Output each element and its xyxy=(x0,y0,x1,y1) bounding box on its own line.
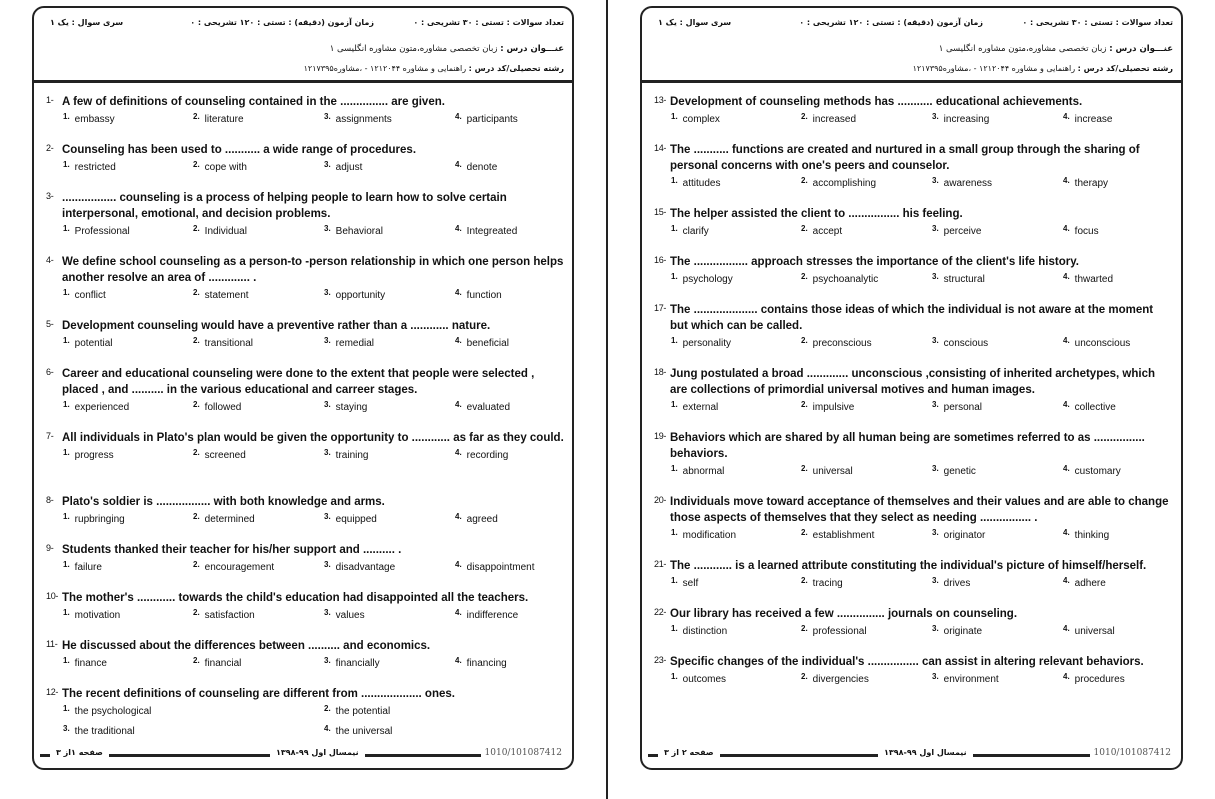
option-2[interactable]: $^{2.}$ the potential xyxy=(324,704,391,717)
question-number: 10- xyxy=(46,591,59,601)
option-2[interactable]: $^{2.}$ literature xyxy=(193,112,244,125)
question-text: Specific changes of the individual's ................ can assist in altering relevant behaviors. xyxy=(670,656,1144,668)
option-3[interactable]: $^{3.}$ adjust xyxy=(324,160,363,173)
option-4[interactable]: $^{4.}$ Integreated xyxy=(455,224,518,237)
option-3[interactable]: $^{3.}$ equipped xyxy=(324,512,377,525)
option-2[interactable]: $^{2.}$ divergencies xyxy=(801,672,869,685)
option-4[interactable]: $^{4.}$ procedures xyxy=(1063,672,1125,685)
question-number: 11- xyxy=(46,639,58,649)
question-text: Jung postulated a broad ............. unconscious ,consisting of inherited archetypes, which are collections of primordial universal motives and human images. xyxy=(670,368,1155,396)
question-number: 5- xyxy=(46,319,54,329)
question-options xyxy=(654,626,1173,642)
question-item xyxy=(654,206,1173,242)
option-2[interactable]: $^{2.}$ followed xyxy=(193,400,242,413)
option-3[interactable]: $^{3.}$ structural xyxy=(932,272,985,285)
question-options xyxy=(654,674,1173,690)
question-number: 4- xyxy=(46,255,54,265)
option-4[interactable]: $^{4.}$ disappointment xyxy=(455,560,535,573)
field-code-value: راهنمایی و مشاوره ۱۲۱۲۰۴۴ - ،مشاوره۱۲۱۷۳۹۵ xyxy=(303,64,469,73)
question-options xyxy=(654,178,1173,194)
question-item xyxy=(654,366,1173,418)
field-code xyxy=(304,64,564,73)
question-number: 14- xyxy=(654,143,667,153)
question-text: The mother's ............ towards the child's education had disappointed all the teachers. xyxy=(62,592,529,604)
question-text: The .................... contains those ideas of which the individual is not aware at the moment but which can be called. xyxy=(670,304,1154,332)
option-1[interactable]: $^{1.}$ embassy xyxy=(63,112,115,125)
question-count: تعداد سوالات : تستی : ۳۰ تشریحی : ۰ xyxy=(413,18,564,27)
question-text: The ............ is a learned attribute constituting the individual's picture of himself/herself. xyxy=(670,560,1147,572)
question-number: 20- xyxy=(654,495,667,505)
question-text: Plato's soldier is ................. with both knowledge and arms. xyxy=(62,496,385,508)
page-footer xyxy=(40,748,566,762)
option-3[interactable]: $^{3.}$ Behavioral xyxy=(324,224,383,237)
page-frame xyxy=(32,6,574,770)
option-3[interactable]: $^{3.}$ remedial xyxy=(324,336,375,349)
option-3[interactable]: $^{3.}$ financially xyxy=(324,656,380,669)
question-number: 22- xyxy=(654,607,667,617)
question-text: Counseling has been used to ........... a wide range of procedures. xyxy=(62,144,417,156)
option-1[interactable]: $^{1.}$ distinction xyxy=(671,624,728,637)
option-2[interactable]: $^{2.}$ professional xyxy=(801,624,867,637)
option-1[interactable]: $^{1.}$ self xyxy=(671,576,699,589)
page-number: صفحه ۱از ۳ xyxy=(50,748,109,757)
question-options xyxy=(46,514,564,530)
option-2[interactable]: $^{2.}$ establishment xyxy=(801,528,875,541)
option-4[interactable]: $^{4.}$ customary xyxy=(1063,464,1121,477)
question-options xyxy=(46,290,564,306)
option-1[interactable]: $^{1.}$ abnormal xyxy=(671,464,725,477)
option-2[interactable]: $^{2.}$ psychoanalytic xyxy=(801,272,879,285)
question-text: ................. counseling is a process of helping people to learn how to solve certain interpersonal, emotional, and decision problems. xyxy=(62,192,507,220)
question-options xyxy=(46,162,564,178)
option-4[interactable]: $^{4.}$ focus xyxy=(1063,224,1099,237)
course-title xyxy=(330,44,564,54)
exam-code: 1010/101087412 xyxy=(481,748,566,758)
question-text: Behaviors which are shared by all human being are sometimes referred to as ................ behaviors. xyxy=(670,432,1145,460)
course-title-label: عنـــوان درس : xyxy=(1109,44,1173,54)
option-1[interactable]: $^{1.}$ potential xyxy=(63,336,113,349)
question-item xyxy=(654,254,1173,290)
question-options xyxy=(46,402,564,418)
question-series: سری سوال : یک ۱ xyxy=(658,18,732,27)
question-options xyxy=(654,338,1173,354)
question-item xyxy=(654,302,1173,354)
exam-page-2 xyxy=(608,0,1215,799)
question-text: Development counseling would have a preventive rather than a ............ nature. xyxy=(62,320,491,332)
option-3[interactable]: $^{3.}$ conscious xyxy=(932,336,989,349)
question-item xyxy=(654,94,1173,130)
option-2[interactable]: $^{2.}$ screened xyxy=(193,448,246,461)
option-1[interactable]: $^{1.}$ conflict xyxy=(63,288,106,301)
option-3[interactable]: $^{3.}$ disadvantage xyxy=(324,560,396,573)
exam-time: زمان آزمون (دقیقه) : تستی : ۱۲۰ تشریحی : ۰ xyxy=(799,18,983,27)
course-title xyxy=(939,44,1173,54)
option-2[interactable]: $^{2.}$ encouragement xyxy=(193,560,275,573)
question-text: A few of definitions of counseling contained in the ............... are given. xyxy=(62,96,445,108)
question-item xyxy=(654,606,1173,642)
question-number: 13- xyxy=(654,95,667,105)
option-4[interactable]: $^{4.}$ financing xyxy=(455,656,507,669)
option-1[interactable]: $^{1.}$ motivation xyxy=(63,608,121,621)
option-1[interactable]: $^{1.}$ modification xyxy=(671,528,737,541)
question-text: We define school counseling as a person-to -person relationship in which one person helps another resolve an area of ............. . xyxy=(62,256,564,284)
option-4[interactable]: $^{4.}$ participants xyxy=(455,112,518,125)
question-number: 6- xyxy=(46,367,54,377)
option-2[interactable]: $^{2.}$ cope with xyxy=(193,160,247,173)
option-4[interactable]: $^{4.}$ collective xyxy=(1063,400,1116,413)
option-3[interactable]: $^{3.}$ awareness xyxy=(932,176,993,189)
question-item xyxy=(46,94,564,130)
question-options xyxy=(46,450,564,466)
question-options xyxy=(654,114,1173,130)
option-4[interactable]: $^{4.}$ agreed xyxy=(455,512,498,525)
header-rule xyxy=(642,80,1181,83)
option-4[interactable]: $^{4.}$ function xyxy=(455,288,502,301)
question-number: 12- xyxy=(46,687,59,697)
option-1[interactable]: $^{1.}$ rupbringing xyxy=(63,512,125,525)
option-3[interactable]: $^{3.}$ genetic xyxy=(932,464,976,477)
question-item xyxy=(46,686,564,742)
question-options xyxy=(654,578,1173,594)
exam-page-1 xyxy=(0,0,606,799)
option-4[interactable]: $^{4.}$ thinking xyxy=(1063,528,1110,541)
option-4[interactable]: $^{4.}$ adhere xyxy=(1063,576,1106,589)
field-code-label: رشته تحصیلی/کد درس : xyxy=(468,64,564,73)
option-4[interactable]: $^{4.}$ thwarted xyxy=(1063,272,1114,285)
page-footer xyxy=(648,748,1175,762)
question-item xyxy=(46,142,564,178)
question-number: 15- xyxy=(654,207,667,217)
option-2[interactable]: $^{2.}$ accomplishing xyxy=(801,176,877,189)
option-1[interactable]: $^{1.}$ personality xyxy=(671,336,732,349)
page-frame xyxy=(640,6,1183,770)
semester-label: نیمسال اول ۹۹-۱۳۹۸ xyxy=(270,748,365,757)
question-text: He discussed about the differences between .......... and economics. xyxy=(62,640,431,652)
option-2[interactable]: $^{2.}$ universal xyxy=(801,464,853,477)
question-text: Our library has received a few ............... journals on counseling. xyxy=(670,608,1018,620)
option-1[interactable]: $^{1.}$ finance xyxy=(63,656,107,669)
exam-time: زمان آزمون (دقیقه) : تستی : ۱۲۰ تشریحی : ۰ xyxy=(190,18,374,27)
question-item xyxy=(654,494,1173,546)
question-options xyxy=(654,466,1173,482)
question-item xyxy=(654,654,1173,690)
question-options xyxy=(46,706,564,722)
question-options xyxy=(46,114,564,130)
question-item xyxy=(654,430,1173,482)
option-1[interactable]: $^{1.}$ experienced xyxy=(63,400,130,413)
option-1[interactable]: $^{1.}$ restricted xyxy=(63,160,116,173)
question-item xyxy=(46,494,564,530)
question-text: The recent definitions of counseling are different from ................... ones. xyxy=(62,688,455,700)
option-2[interactable]: $^{2.}$ financial xyxy=(193,656,242,669)
course-title-value: زبان تخصصی مشاوره،متون مشاوره انگلیسی ۱ xyxy=(329,44,501,54)
option-2[interactable]: $^{2.}$ tracing xyxy=(801,576,843,589)
option-4[interactable]: $^{4.}$ recording xyxy=(455,448,509,461)
option-4[interactable]: $^{4.}$ evaluated xyxy=(455,400,511,413)
option-3[interactable]: $^{3.}$ training xyxy=(324,448,369,461)
exam-header xyxy=(34,8,572,80)
option-1[interactable]: $^{1.}$ attitudes xyxy=(671,176,721,189)
question-item xyxy=(654,142,1173,194)
question-number: 8- xyxy=(46,495,54,505)
option-1[interactable]: $^{1.}$ the psychological xyxy=(63,704,152,717)
question-number: 3- xyxy=(46,191,54,201)
question-options xyxy=(654,226,1173,242)
question-number: 16- xyxy=(654,255,667,265)
course-title-value: زبان تخصصی مشاوره،متون مشاوره انگلیسی ۱ xyxy=(938,44,1110,54)
question-series: سری سوال : یک ۱ xyxy=(50,18,124,27)
question-number: 17- xyxy=(654,303,667,313)
option-4[interactable]: $^{4.}$ therapy xyxy=(1063,176,1109,189)
field-code-label: رشته تحصیلی/کد درس : xyxy=(1077,64,1173,73)
question-number: 23- xyxy=(654,655,667,665)
question-number: 7- xyxy=(46,431,54,441)
field-code xyxy=(913,64,1173,73)
option-3[interactable]: $^{3.}$ drives xyxy=(932,576,971,589)
option-4[interactable]: $^{4.}$ unconscious xyxy=(1063,336,1131,349)
option-1[interactable]: $^{1.}$ Professional xyxy=(63,224,130,237)
option-2[interactable]: $^{2.}$ Individual xyxy=(193,224,247,237)
question-number: 9- xyxy=(46,543,54,553)
option-4[interactable]: $^{4.}$ indifference xyxy=(455,608,519,621)
question-options xyxy=(46,338,564,354)
question-item xyxy=(46,430,564,466)
question-options xyxy=(46,562,564,578)
option-3[interactable]: $^{3.}$ environment xyxy=(932,672,999,685)
question-options xyxy=(654,402,1173,418)
question-item xyxy=(654,558,1173,594)
option-2[interactable]: $^{2.}$ accept xyxy=(801,224,843,237)
option-1[interactable]: $^{1.}$ clarify xyxy=(671,224,709,237)
question-item xyxy=(46,590,564,626)
option-3[interactable]: $^{3.}$ the traditional xyxy=(63,724,135,737)
course-title-label: عنـــوان درس : xyxy=(500,44,564,54)
exam-header xyxy=(642,8,1181,80)
option-2[interactable]: $^{2.}$ determined xyxy=(193,512,255,525)
option-3[interactable]: $^{3.}$ values xyxy=(324,608,365,621)
exam-code: 1010/101087412 xyxy=(1090,748,1175,758)
question-options xyxy=(46,610,564,626)
question-item xyxy=(46,638,564,674)
question-number: 18- xyxy=(654,367,667,377)
option-1[interactable]: $^{1.}$ progress xyxy=(63,448,114,461)
question-item xyxy=(46,318,564,354)
option-1[interactable]: $^{1.}$ external xyxy=(671,400,719,413)
option-4[interactable]: $^{4.}$ universal xyxy=(1063,624,1115,637)
option-2[interactable]: $^{2.}$ statement xyxy=(193,288,249,301)
field-code-value: راهنمایی و مشاوره ۱۲۱۲۰۴۴ - ،مشاوره۱۲۱۷۳۹۵ xyxy=(912,64,1078,73)
question-number: 21- xyxy=(654,559,667,569)
question-text: Students thanked their teacher for his/her support and .......... . xyxy=(62,544,402,556)
option-3[interactable]: $^{3.}$ staying xyxy=(324,400,368,413)
question-item xyxy=(46,366,564,418)
option-4[interactable]: $^{4.}$ the universal xyxy=(324,724,393,737)
header-rule xyxy=(34,80,572,83)
question-text: All individuals in Plato's plan would be given the opportunity to ............ as far as they could. xyxy=(62,432,564,444)
question-item xyxy=(46,542,564,578)
option-1[interactable]: $^{1.}$ outcomes xyxy=(671,672,727,685)
option-1[interactable]: $^{1.}$ psychology xyxy=(671,272,733,285)
option-3[interactable]: $^{3.}$ perceive xyxy=(932,224,982,237)
page-number: صفحه ۲ از ۳ xyxy=(658,748,720,757)
question-text: The ................. approach stresses the importance of the client's life history. xyxy=(670,256,1079,268)
option-2[interactable]: $^{2.}$ increased xyxy=(801,112,857,125)
option-3[interactable]: $^{3.}$ opportunity xyxy=(324,288,386,301)
question-options xyxy=(46,226,564,242)
semester-label: نیمسال اول ۹۹-۱۳۹۸ xyxy=(878,748,973,757)
option-2[interactable]: $^{2.}$ preconscious xyxy=(801,336,872,349)
question-text: Individuals move toward acceptance of themselves and their values and are able to change those aspects of themselves that they select as needing ................ . xyxy=(670,496,1169,524)
question-number: 19- xyxy=(654,431,667,441)
question-options xyxy=(654,274,1173,290)
question-number: 2- xyxy=(46,143,54,153)
question-options xyxy=(46,726,564,742)
question-text: Development of counseling methods has ........... educational achievements. xyxy=(670,96,1083,108)
option-3[interactable]: $^{3.}$ increasing xyxy=(932,112,990,125)
option-4[interactable]: $^{4.}$ denote xyxy=(455,160,498,173)
option-1[interactable]: $^{1.}$ complex xyxy=(671,112,720,125)
question-text: The helper assisted the client to ................ his feeling. xyxy=(670,208,963,220)
option-3[interactable]: $^{3.}$ originate xyxy=(932,624,983,637)
question-number: 1- xyxy=(46,95,54,105)
question-text: Career and educational counseling were done to the extent that people were selected , placed , and .......... in the various educational and carreer stages. xyxy=(62,368,535,396)
option-3[interactable]: $^{3.}$ assignments xyxy=(324,112,392,125)
question-item xyxy=(46,190,564,242)
question-count: تعداد سوالات : تستی : ۳۰ تشریحی : ۰ xyxy=(1022,18,1173,27)
option-2[interactable]: $^{2.}$ impulsive xyxy=(801,400,855,413)
option-4[interactable]: $^{4.}$ beneficial xyxy=(455,336,509,349)
option-2[interactable]: $^{2.}$ transitional xyxy=(193,336,254,349)
option-3[interactable]: $^{3.}$ personal xyxy=(932,400,983,413)
option-1[interactable]: $^{1.}$ failure xyxy=(63,560,102,573)
question-text: The ........... functions are created and nurtured in a small group through the sharing of personal concerns with one's peers and counselor. xyxy=(670,144,1140,172)
question-options xyxy=(46,658,564,674)
option-4[interactable]: $^{4.}$ increase xyxy=(1063,112,1113,125)
question-options xyxy=(654,530,1173,546)
question-item xyxy=(46,254,564,306)
option-3[interactable]: $^{3.}$ originator xyxy=(932,528,986,541)
option-2[interactable]: $^{2.}$ satisfaction xyxy=(193,608,255,621)
